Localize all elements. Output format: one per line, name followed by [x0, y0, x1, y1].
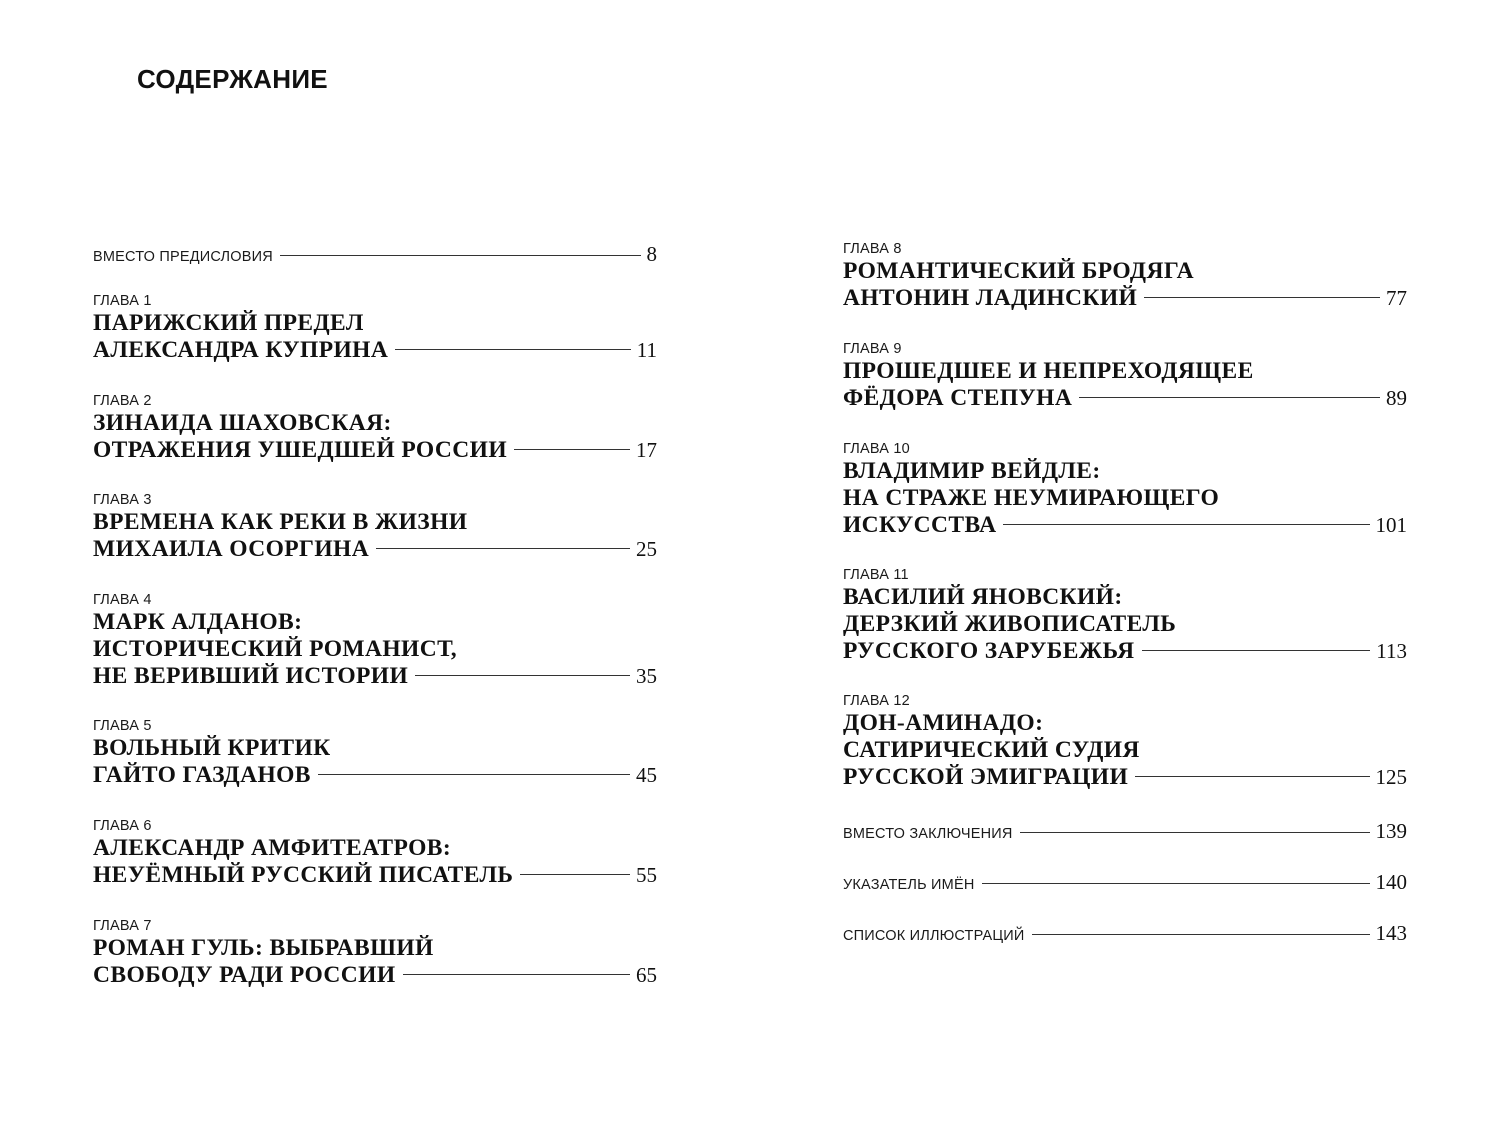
page-title: СОДЕРЖАНИЕ	[137, 64, 328, 94]
toc-entry-foreword[interactable]	[93, 241, 657, 268]
chapter-label: ГЛАВА 2	[93, 393, 152, 409]
dot-leader	[1079, 397, 1380, 398]
chapter-title-line: ФЁДОРА СТЕПУНА	[843, 385, 1073, 411]
toc-entry-chapter-7[interactable]	[93, 917, 657, 989]
chapter-title-line: ДЕРЗКИЙ ЖИВОПИСАТЕЛЬ	[843, 611, 1177, 637]
chapter-title-line: СВОБОДУ РАДИ РОССИИ	[93, 962, 396, 988]
page-number: 25	[636, 537, 657, 561]
toc-entry-chapter-1[interactable]	[93, 292, 657, 364]
dot-leader	[395, 349, 631, 350]
chapter-title-line: ПАРИЖСКИЙ ПРЕДЕЛ	[93, 310, 364, 336]
page-number: 143	[1375, 921, 1407, 945]
chapter-title-line: ВРЕМЕНА КАК РЕКИ В ЖИЗНИ	[93, 509, 468, 535]
chapter-title-line: АЛЕКСАНДРА КУПРИНА	[93, 337, 389, 363]
chapter-title-line: РУССКОЙ ЭМИГРАЦИИ	[843, 764, 1129, 790]
chapter-title-line: НЕ ВЕРИВШИЙ ИСТОРИИ	[93, 663, 409, 689]
toc-entry-chapter-4[interactable]	[93, 591, 657, 690]
dot-leader	[1032, 934, 1370, 935]
chapter-title-line: ОТРАЖЕНИЯ УШЕДШЕЙ РОССИИ	[93, 437, 507, 463]
toc-entry-label: ВМЕСТО ПРЕДИСЛОВИЯ	[93, 249, 273, 265]
chapter-label: ГЛАВА 11	[843, 567, 909, 583]
chapter-title-line: РОМАНТИЧЕСКИЙ БРОДЯГА	[843, 258, 1195, 284]
dot-leader	[1135, 776, 1369, 777]
chapter-title-line: МИХАИЛА ОСОРГИНА	[93, 536, 370, 562]
chapter-title-line: ВОЛЬНЫЙ КРИТИК	[93, 735, 331, 761]
toc-entry-name-index[interactable]	[843, 869, 1407, 896]
dot-leader	[280, 255, 641, 256]
chapter-title-line: САТИРИЧЕСКИЙ СУДИЯ	[843, 737, 1140, 763]
dot-leader	[403, 974, 630, 975]
dot-leader	[376, 548, 630, 549]
dot-leader	[1003, 524, 1369, 525]
toc-entry-chapter-8[interactable]	[843, 240, 1407, 312]
dot-leader	[520, 874, 630, 875]
toc-entry-chapter-5[interactable]	[93, 717, 657, 789]
chapter-label: ГЛАВА 4	[93, 592, 152, 608]
dot-leader	[1144, 297, 1380, 298]
toc-entry-illustrations[interactable]	[843, 920, 1407, 947]
chapter-label: ГЛАВА 8	[843, 241, 902, 257]
chapter-label: ГЛАВА 10	[843, 441, 910, 457]
page-number: 17	[636, 438, 657, 462]
page-number: 113	[1376, 639, 1407, 663]
chapter-title-line: АЛЕКСАНДР АМФИТЕАТРОВ:	[93, 835, 452, 861]
toc-entry-chapter-11[interactable]	[843, 566, 1407, 665]
chapter-title-line: ДОН-АМИНАДО:	[843, 710, 1044, 736]
chapter-label: ГЛАВА 12	[843, 693, 910, 709]
page-number: 125	[1375, 765, 1407, 789]
toc-entry-label: СПИСОК ИЛЛЮСТРАЦИЙ	[843, 928, 1025, 944]
chapter-label: ГЛАВА 9	[843, 341, 902, 357]
dot-leader	[1020, 832, 1370, 833]
chapter-title-line: ВАСИЛИЙ ЯНОВСКИЙ:	[843, 584, 1123, 610]
chapter-title-line: ПРОШЕДШЕЕ И НЕПРЕХОДЯЩЕЕ	[843, 358, 1254, 384]
page-number: 55	[636, 863, 657, 887]
chapter-title-line: РОМАН ГУЛЬ: ВЫБРАВШИЙ	[93, 935, 434, 961]
page-number: 77	[1386, 286, 1407, 310]
dot-leader	[415, 675, 630, 676]
dot-leader	[514, 449, 630, 450]
page-number: 45	[636, 763, 657, 787]
page-number: 89	[1386, 386, 1407, 410]
toc-entry-chapter-9[interactable]	[843, 340, 1407, 412]
page-number: 65	[636, 963, 657, 987]
dot-leader	[318, 774, 630, 775]
chapter-label: ГЛАВА 6	[93, 818, 152, 834]
toc-entry-afterword[interactable]	[843, 818, 1407, 845]
chapter-title-line: НЕУЁМНЫЙ РУССКИЙ ПИСАТЕЛЬ	[93, 862, 514, 888]
chapter-title-line: МАРК АЛДАНОВ:	[93, 609, 303, 635]
dot-leader	[982, 883, 1370, 884]
page-number: 101	[1375, 513, 1407, 537]
chapter-title-line: НА СТРАЖЕ НЕУМИРАЮЩЕГО	[843, 485, 1220, 511]
page-number: 140	[1375, 870, 1407, 894]
chapter-label: ГЛАВА 1	[93, 293, 152, 309]
chapter-title-line: АНТОНИН ЛАДИНСКИЙ	[843, 285, 1138, 311]
toc-entry-label: ВМЕСТО ЗАКЛЮЧЕНИЯ	[843, 826, 1013, 842]
page-number: 139	[1375, 819, 1407, 843]
chapter-title-line: РУССКОГО ЗАРУБЕЖЬЯ	[843, 638, 1135, 664]
toc-entry-label: УКАЗАТЕЛЬ ИМЁН	[843, 877, 975, 893]
chapter-label: ГЛАВА 5	[93, 718, 152, 734]
toc-entry-chapter-12[interactable]	[843, 692, 1407, 791]
chapter-title-line: ГАЙТО ГАЗДАНОВ	[93, 762, 311, 788]
chapter-title-line: ИСТОРИЧЕСКИЙ РОМАНИСТ,	[93, 636, 458, 662]
chapter-label: ГЛАВА 3	[93, 492, 152, 508]
page-number: 35	[636, 664, 657, 688]
page-number: 8	[646, 242, 657, 266]
dot-leader	[1142, 650, 1371, 651]
page-number: 11	[636, 338, 657, 362]
chapter-label: ГЛАВА 7	[93, 918, 152, 934]
chapter-title-line: ИСКУССТВА	[843, 512, 997, 538]
chapter-title-line: ЗИНАИДА ШАХОВСКАЯ:	[93, 410, 392, 436]
toc-entry-chapter-6[interactable]	[93, 817, 657, 889]
toc-entry-chapter-3[interactable]	[93, 491, 657, 563]
chapter-title-line: ВЛАДИМИР ВЕЙДЛЕ:	[843, 458, 1101, 484]
toc-entry-chapter-2[interactable]	[93, 392, 657, 464]
toc-entry-chapter-10[interactable]	[843, 440, 1407, 539]
